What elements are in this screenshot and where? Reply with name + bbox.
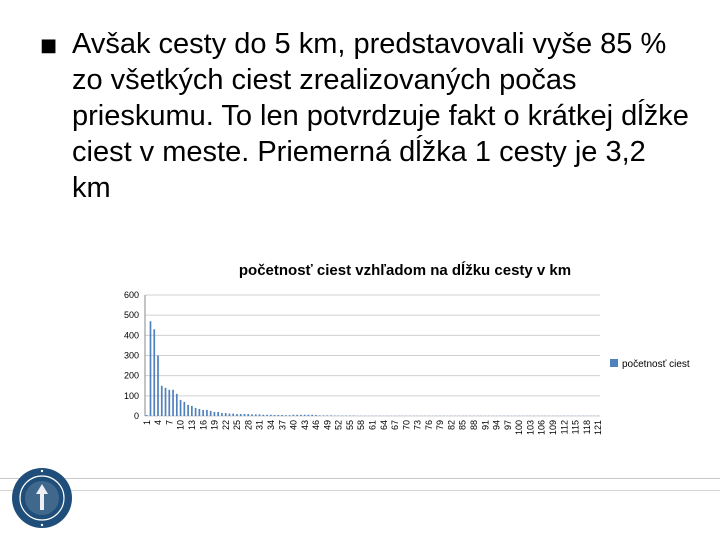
- legend-swatch: [610, 359, 618, 367]
- x-tick-label: 34: [265, 420, 276, 431]
- bar: [221, 413, 223, 416]
- y-tick-label: 100: [123, 390, 139, 401]
- x-tick-label: 43: [299, 420, 310, 431]
- bar: [255, 414, 257, 416]
- bar: [157, 356, 159, 417]
- bar: [311, 415, 313, 416]
- bar: [225, 413, 227, 416]
- x-tick-label: 67: [390, 420, 401, 431]
- x-tick-label: 49: [322, 420, 333, 431]
- x-tick-label: 19: [209, 420, 220, 431]
- bar: [244, 414, 246, 416]
- x-tick-label: 73: [412, 420, 423, 431]
- x-tick-label: 61: [367, 420, 378, 431]
- x-tick-label: 28: [243, 420, 254, 431]
- x-tick-label: 10: [175, 420, 186, 431]
- bar: [240, 414, 242, 416]
- bar: [270, 415, 272, 416]
- bar: [274, 415, 276, 416]
- x-tick-label: 100: [514, 420, 525, 436]
- bar: [199, 409, 201, 416]
- x-tick-label: 55: [344, 420, 355, 431]
- square-bullet-icon: ■: [40, 35, 58, 56]
- bar: [172, 390, 174, 416]
- bar: [296, 415, 298, 416]
- x-tick-label: 58: [356, 420, 367, 431]
- bar: [281, 415, 283, 416]
- bar: [293, 415, 295, 416]
- bar: [210, 411, 212, 416]
- x-tick-label: 82: [446, 420, 457, 431]
- bar: [326, 415, 328, 416]
- x-tick-label: 106: [536, 420, 547, 436]
- y-tick-label: 0: [133, 411, 139, 421]
- bar: [195, 408, 197, 416]
- bar: [206, 410, 208, 416]
- bar: [236, 414, 238, 416]
- x-tick-label: 118: [581, 420, 592, 435]
- x-tick-label: 121: [593, 420, 604, 436]
- bar: [289, 415, 291, 416]
- bar: [247, 414, 249, 416]
- bar: [165, 388, 167, 416]
- bar: [146, 415, 148, 416]
- x-tick-label: 112: [559, 420, 570, 435]
- x-tick-label: 16: [198, 420, 209, 431]
- bullet-text: Avšak cesty do 5 km, predstavovali vyše 85 % zo všetkých ciest zrealizovaných počas prieskumu. To len potvrdzuje fakt o krátkej dĺžke ciest v meste. Priemerná dĺžka 1 cesty je 3,2 km: [72, 28, 689, 204]
- x-tick-label: 64: [378, 420, 389, 431]
- x-tick-label: 40: [288, 420, 299, 431]
- bar: [217, 412, 219, 416]
- bar: [323, 415, 325, 416]
- x-tick-label: 94: [491, 420, 502, 431]
- x-tick-label: 31: [254, 420, 265, 431]
- bar: [304, 415, 306, 416]
- x-tick-label: 79: [435, 420, 446, 431]
- x-tick-label: 85: [457, 420, 468, 431]
- x-tick-label: 1: [141, 420, 152, 426]
- bar: [251, 414, 253, 416]
- bar: [285, 415, 287, 416]
- bar: [202, 410, 204, 416]
- bullet-point: [40, 26, 690, 206]
- bar: [266, 415, 268, 416]
- bar-chart: [0, 255, 720, 455]
- chart-legend: [610, 359, 690, 370]
- x-tick-label: 88: [469, 420, 480, 431]
- bar: [315, 415, 317, 416]
- x-tick-label: 91: [480, 420, 491, 431]
- chart-gridlines: [145, 295, 600, 416]
- x-tick-label: 46: [311, 420, 322, 431]
- bar: [191, 406, 193, 416]
- y-tick-label: 600: [123, 290, 139, 300]
- bar: [168, 390, 170, 416]
- bar: [262, 415, 264, 416]
- x-tick-label: 115: [570, 420, 581, 435]
- y-tick-label: 400: [123, 330, 139, 341]
- x-tick-label: 7: [164, 420, 175, 426]
- x-tick-label: 25: [232, 420, 243, 431]
- x-tick-label: 37: [277, 420, 288, 431]
- x-tick-label: 13: [187, 420, 198, 431]
- legend-label: početnosť ciest: [622, 359, 690, 370]
- bar: [153, 329, 155, 416]
- bar: [300, 415, 302, 416]
- x-axis-ticks: [142, 420, 603, 435]
- bar: [183, 402, 185, 416]
- bar: [180, 400, 182, 416]
- x-tick-label: 70: [401, 420, 412, 431]
- bar: [277, 415, 279, 416]
- bar: [150, 321, 152, 416]
- bar: [176, 394, 178, 416]
- bar: [330, 415, 332, 416]
- bar: [319, 415, 321, 416]
- x-tick-label: 52: [333, 420, 344, 431]
- footer-divider-lower: [0, 490, 720, 491]
- bar: [308, 415, 310, 416]
- bar: [161, 386, 163, 416]
- bar: [232, 414, 234, 416]
- y-tick-label: 300: [123, 350, 139, 361]
- x-tick-label: 103: [525, 420, 536, 436]
- bar: [259, 414, 261, 416]
- x-tick-label: 22: [220, 420, 231, 431]
- y-tick-label: 200: [123, 370, 139, 381]
- x-tick-label: 109: [547, 420, 558, 436]
- x-tick-label: 76: [423, 420, 434, 431]
- bar: [229, 414, 231, 416]
- x-tick-label: 97: [502, 420, 513, 431]
- y-axis-ticks: [124, 290, 139, 421]
- footer-divider: [0, 478, 720, 479]
- bar: [187, 405, 189, 416]
- x-tick-label: 4: [153, 420, 164, 426]
- y-tick-label: 500: [123, 310, 139, 321]
- chart-title: početnosť ciest vzhľadom na dĺžku cesty v km: [238, 262, 572, 279]
- university-seal-icon: [10, 466, 74, 530]
- bar: [214, 412, 216, 416]
